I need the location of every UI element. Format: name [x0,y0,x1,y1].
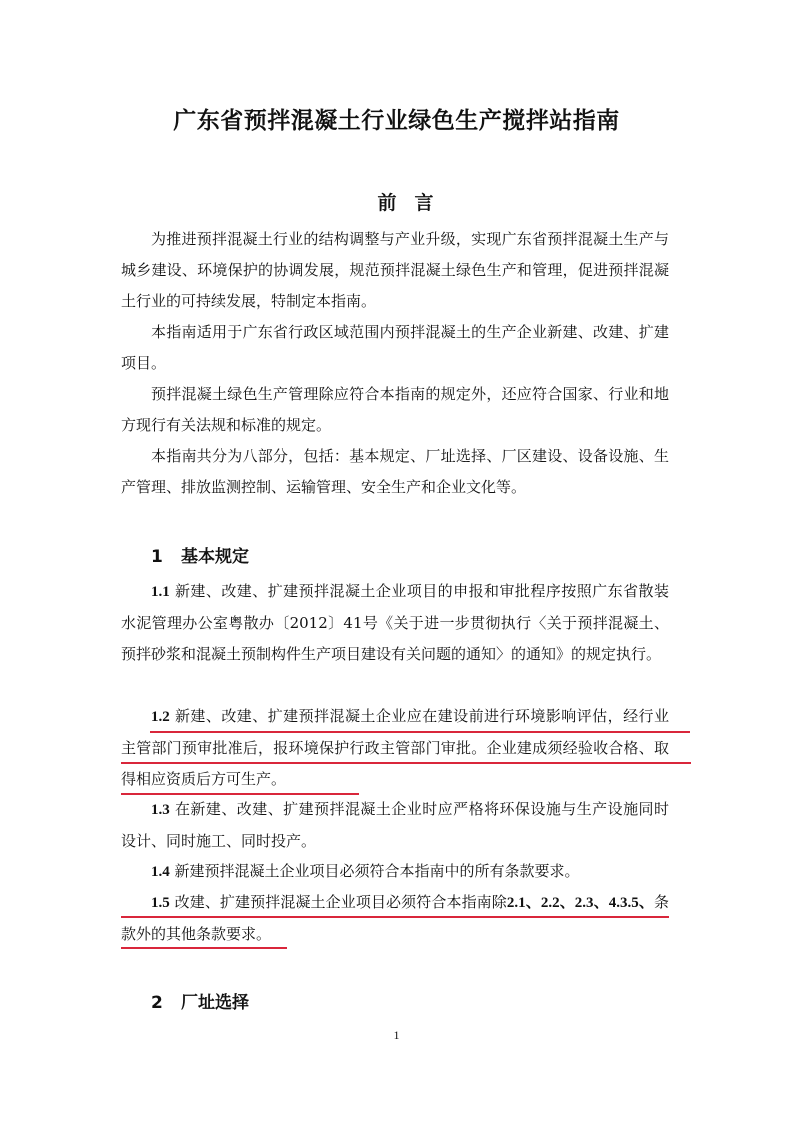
red-underline [121,762,691,764]
section-1-title: 基本规定 [181,547,249,567]
preface-paragraph-2: 本指南适用于广东省行政区域范围内预拌混凝土的生产企业新建、改建、扩建项目。 [121,323,669,372]
clause-number: 1.2 [151,709,170,725]
clause-1-1 [121,576,669,670]
preface-paragraph-3: 预拌混凝土绿色生产管理除应符合本指南的规定外，还应符合国家、行业和地方现行有关法规和标准的规定。 [121,385,669,434]
clause-text: 新建预拌混凝土企业项目必须符合本指南中的所有条款要求。 [174,862,580,880]
clause-number: 1.1 [151,584,170,600]
red-underline [121,947,287,949]
clause-text: 新建、改建、扩建预拌混凝土企业项目的申报和审批程序按照广东省散装水泥管理办公室粤散办〔2012〕41号《关于进一步贯彻执行〈关于预拌混凝土、预拌砂浆和混凝土预制构件生产项目建设有关问题的通知〉的通知》的规定执行。 [121,582,669,663]
section-1-heading [151,542,249,567]
red-underline [150,731,690,733]
clause-number: 1.4 [151,864,170,880]
clause-number: 1.5 [151,895,170,911]
clause-1-3 [121,794,669,857]
red-underline [121,916,669,918]
clause-1-4 [121,856,669,888]
clause-text-tail: 条款外的其他条款要求。 [121,893,669,943]
preface-paragraph-1: 为推进预拌混凝土行业的结构调整与产业升级，实现广东省预拌混凝土生产与城乡建设、环境保护的协调发展，规范预拌混凝土绿色生产和管理，促进预拌混凝土行业的可持续发展，特制定本指南。 [121,230,669,310]
clause-text: 改建、扩建预拌混凝土企业项目必须符合本指南除 [174,893,507,911]
section-2-title: 厂址选择 [181,993,249,1013]
page-number: 1 [393,1028,400,1042]
clause-number: 1.3 [151,802,170,818]
clause-1-5 [121,887,669,950]
section-1-number: 1 [151,547,163,567]
clause-1-2 [121,701,669,795]
clause-text: 新建、改建、扩建预拌混凝土企业应在建设前进行环境影响评估，经行业主管部门预审批准后，报环境保护行政主管部门审批。企业建成须经验收合格、取得相应资质后方可生产。 [121,707,669,788]
preface-paragraph-4: 本指南共分为八部分，包括：基本规定、厂址选择、厂区建设、设备设施、生产管理、排放监测控制、运输管理、安全生产和企业文化等。 [121,447,669,496]
document-title: 广东省预拌混凝土行业绿色生产搅拌站指南 [173,108,620,134]
section-2-heading [151,988,249,1013]
preface-heading: 前言 [377,192,452,214]
clause-refs: 2.1、2.2、2.3、4.3.5、 [506,895,654,911]
section-2-number: 2 [151,993,163,1013]
clause-text: 在新建、改建、扩建预拌混凝土企业时应严格将环保设施与生产设施同时设计、同时施工、同时投产。 [121,800,669,850]
